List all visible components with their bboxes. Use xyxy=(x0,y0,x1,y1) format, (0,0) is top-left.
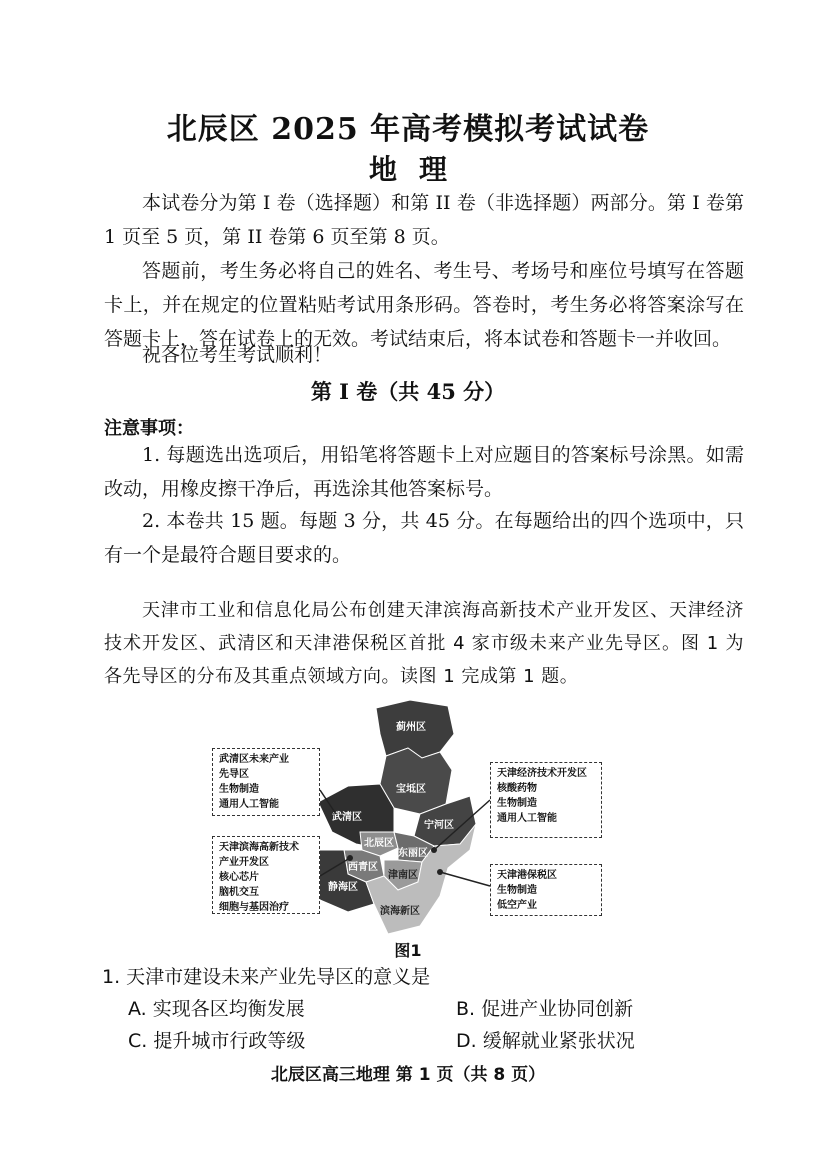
option-b: B. 促进产业协同创新 xyxy=(456,998,634,1020)
notice-item-2: 2. 本卷共 15 题。每题 3 分，共 45 分。在每题给出的四个选项中，只有一个是最符合题目要求的。 xyxy=(104,510,744,566)
passage-text: 天津市工业和信息化局公布创建天津滨海高新技术产业开发区、天津经济技术开发区、武清区和天津港保税区首批 4 家市级未来产业先导区。图 1 为各先导区的分布及其重点领域方向。读图 1 完成第 1 题。 xyxy=(104,600,744,687)
notice-heading: 注意事项： xyxy=(104,418,194,439)
callout-port xyxy=(490,864,602,916)
label-xiqing: 西青区 xyxy=(348,862,378,873)
option-a: A. 实现各区均衡发展 xyxy=(128,998,305,1020)
callout-binhai-line-1: 天津滨海高新技术 xyxy=(219,842,299,853)
callout-econ-line-3: 生物制造 xyxy=(497,798,537,809)
instruction-paragraph-2: 答题前，考生务必将自己的姓名、考生号、考场号和座位号填写在答题卡上，并在规定的位置粘贴考试用条形码。答卷时，考生务必将答案涂写在答题卡上，答在试卷上的无效。考试结束后，将本试卷和答题卡一并收回。 xyxy=(104,260,744,350)
label-dongli: 东丽区 xyxy=(398,848,428,859)
page-footer: 北辰区高三地理 第 1 页（共 8 页） xyxy=(270,1065,546,1085)
option-c: C. 提升城市行政等级 xyxy=(128,1030,306,1052)
label-jinghai: 静海区 xyxy=(328,882,358,893)
label-beichen: 北辰区 xyxy=(364,838,394,849)
callout-wuqing-line-3: 生物制造 xyxy=(219,784,259,795)
callout-port-line-3: 低空产业 xyxy=(497,900,537,911)
callout-binhai-hightech xyxy=(212,836,320,914)
callout-econ-line-4: 通用人工智能 xyxy=(497,813,557,824)
callout-econ-line-1: 天津经济技术开发区 xyxy=(497,768,587,779)
label-ninghe: 宁河区 xyxy=(424,820,454,831)
callout-wuqing xyxy=(212,748,320,816)
callout-wuqing-line-4: 通用人工智能 xyxy=(219,799,279,810)
question-1-stem: 1. 天津市建设未来产业先导区的意义是 xyxy=(102,966,431,988)
callout-binhai-line-2: 产业开发区 xyxy=(219,857,269,868)
option-d: D. 缓解就业紧张状况 xyxy=(456,1030,635,1052)
notice-item-1: 1. 每题选出选项后，用铅笔将答题卡上对应题目的答案标号涂黑。如需改动，用橡皮擦干净后，再选涂其他答案标号。 xyxy=(104,444,744,500)
figure-1-map xyxy=(208,700,608,936)
figure-caption: 图1 xyxy=(394,941,422,960)
callout-econ-line-2: 核酸药物 xyxy=(497,783,537,794)
callout-binhai-line-3: 核心芯片 xyxy=(219,872,259,883)
instruction-paragraph-3: 祝各位考生考试顺利！ xyxy=(142,344,333,366)
callout-econ-dev xyxy=(490,762,602,838)
callout-binhai-line-4: 脑机交互 xyxy=(219,887,259,898)
exam-title: 北辰区 2025 年高考模拟考试试卷 xyxy=(166,112,650,147)
subject-title: 地理 xyxy=(368,153,469,186)
callout-port-line-2: 生物制造 xyxy=(497,885,537,896)
callout-port-line-1: 天津港保税区 xyxy=(497,870,557,881)
label-binhai: 滨海新区 xyxy=(380,906,420,917)
label-jinnan: 津南区 xyxy=(388,870,418,881)
label-baodi: 宝坻区 xyxy=(396,784,426,795)
connector-port xyxy=(440,872,490,886)
callout-wuqing-line-1: 武清区未来产业 xyxy=(219,754,289,765)
callout-binhai-line-5: 细胞与基因治疗 xyxy=(219,902,289,913)
callout-wuqing-line-2: 先导区 xyxy=(219,769,249,780)
section-title: 第 I 卷（共 45 分） xyxy=(310,379,506,404)
label-jizhou: 蓟州区 xyxy=(396,722,426,733)
label-wuqing: 武清区 xyxy=(332,812,362,823)
instruction-paragraph-1: 本试卷分为第 I 卷（选择题）和第 II 卷（非选择题）两部分。第 I 卷第 1 页至 5 页，第 II 卷第 6 页至第 8 页。 xyxy=(104,192,744,248)
